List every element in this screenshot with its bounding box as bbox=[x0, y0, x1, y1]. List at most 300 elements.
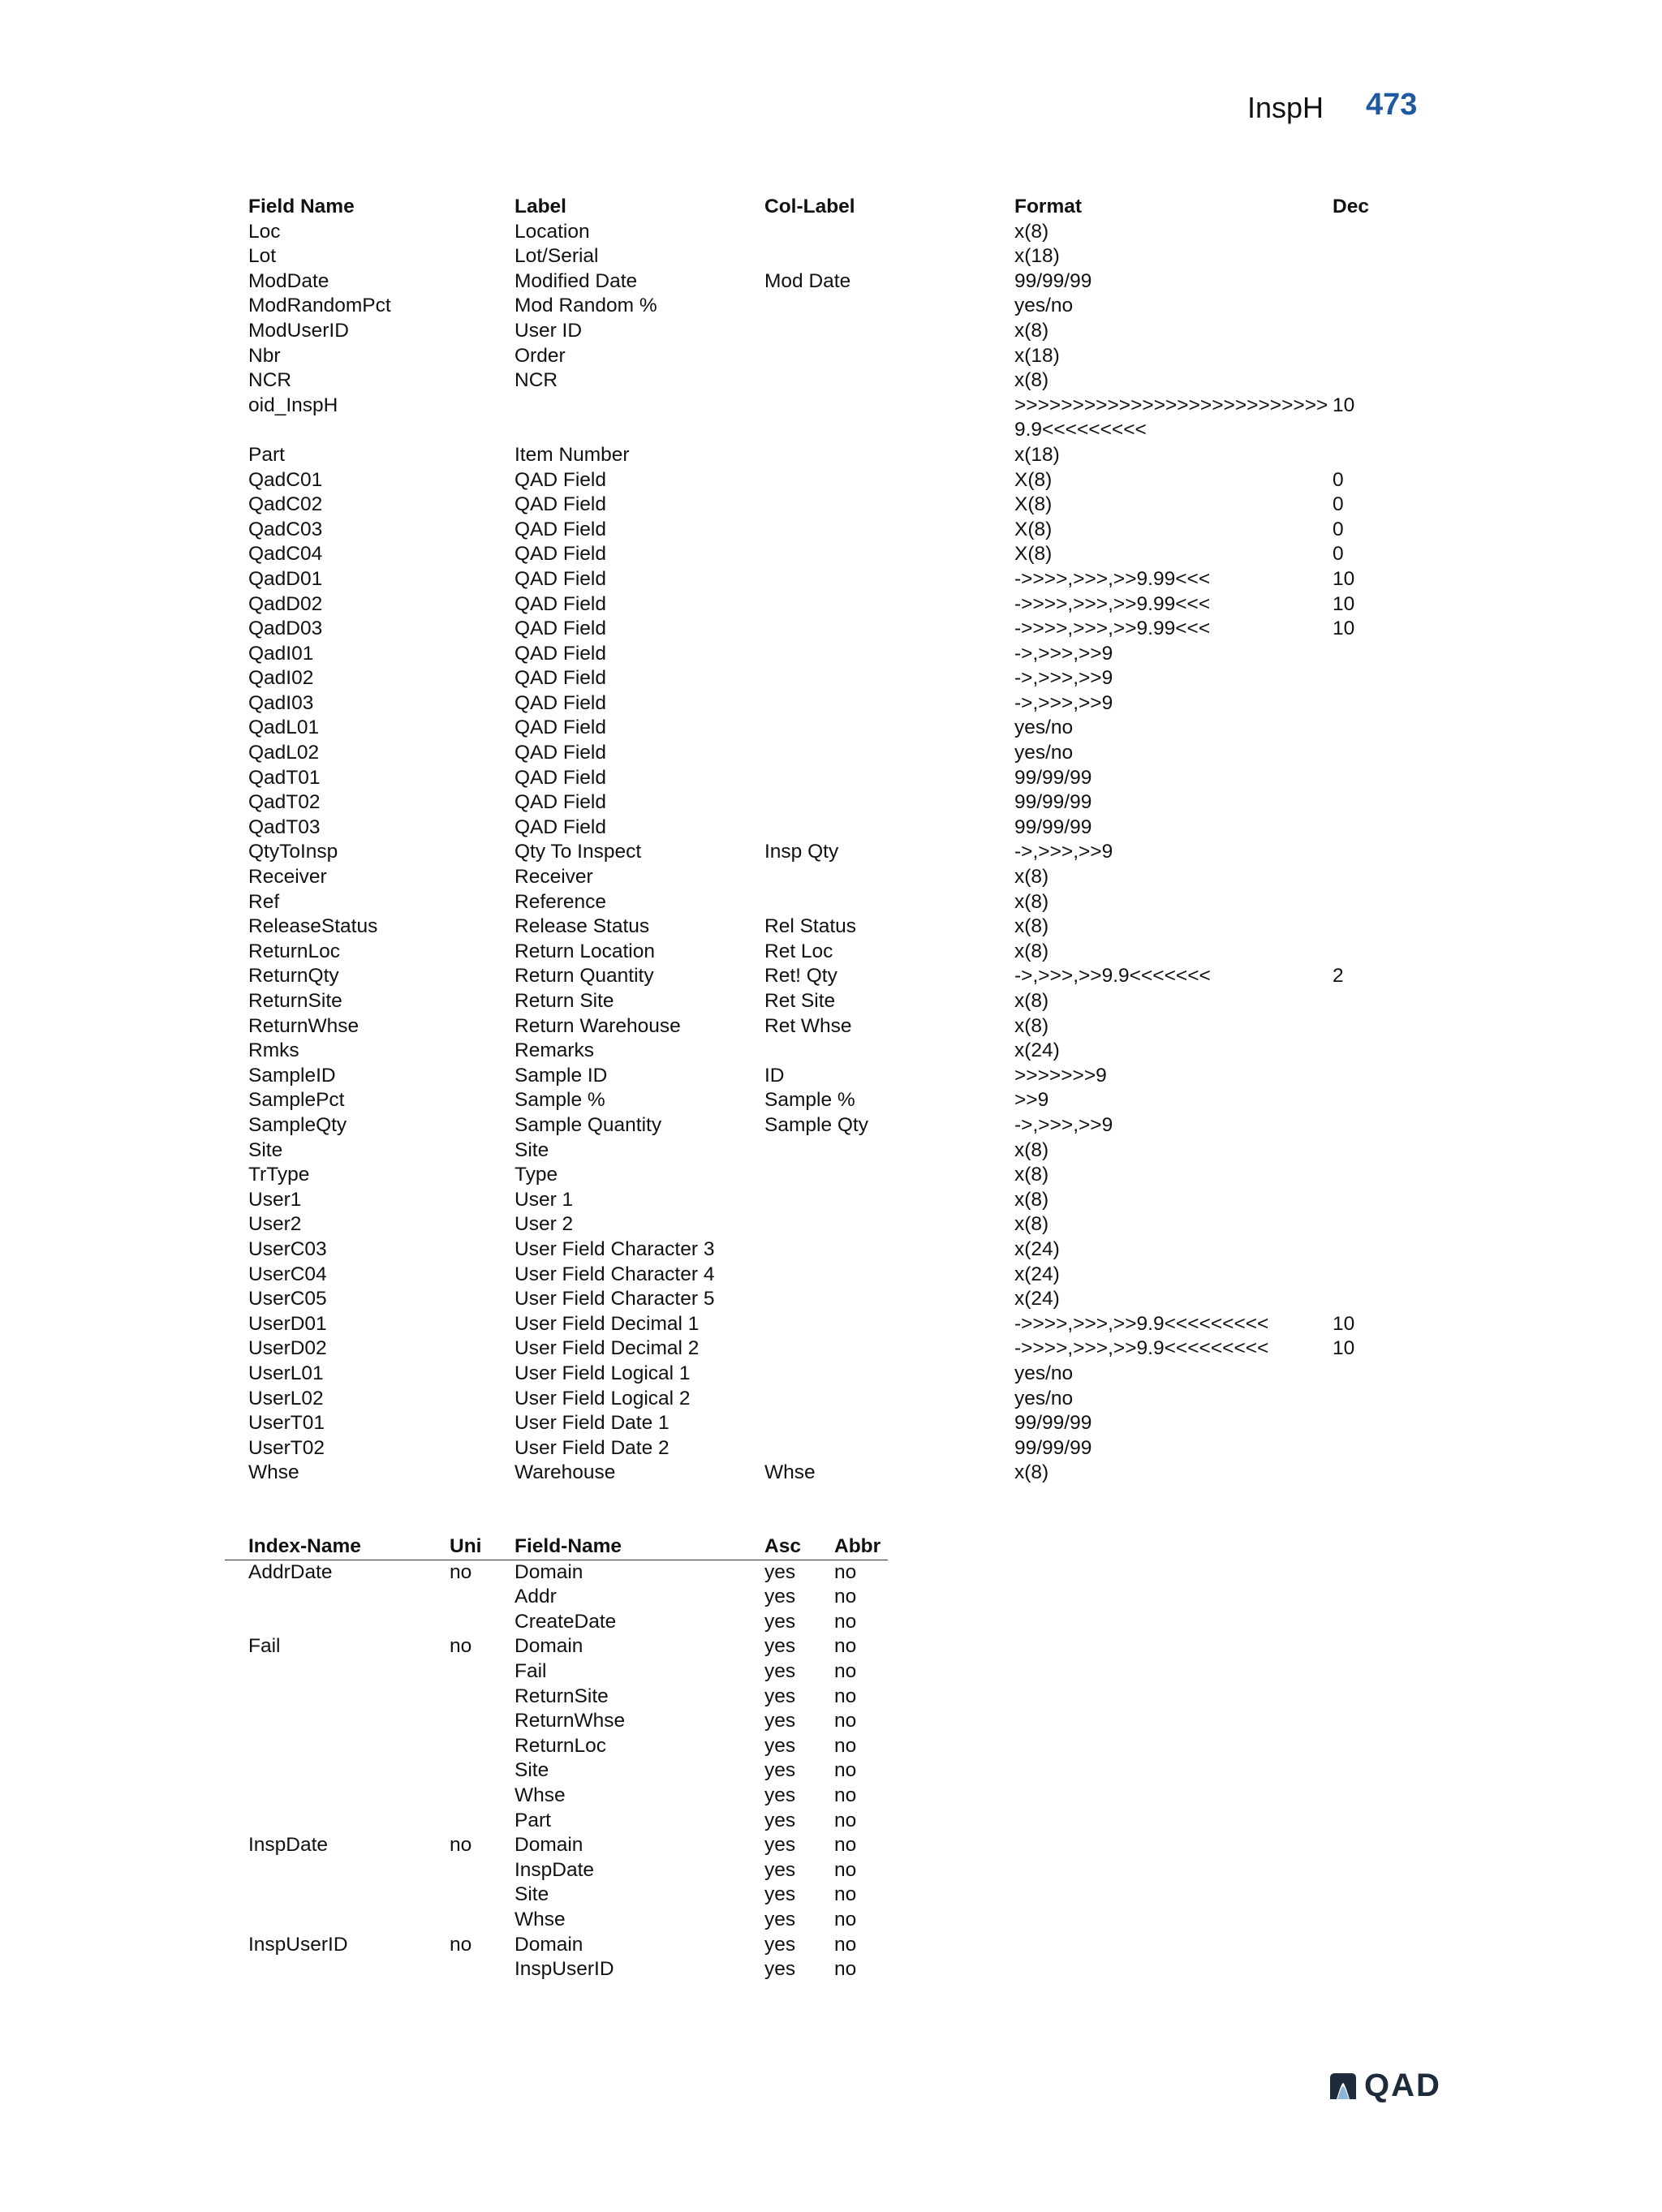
cell-dec bbox=[1333, 1436, 1397, 1461]
cell-dec bbox=[1333, 1163, 1397, 1188]
cell-index-name: AddrDate bbox=[248, 1560, 333, 1583]
table-row bbox=[248, 865, 1397, 890]
cell-col-label bbox=[764, 1188, 1014, 1213]
cell-label: QAD Field bbox=[515, 618, 607, 640]
index-table-header-row bbox=[225, 1534, 888, 1560]
index-row-indent bbox=[225, 1734, 248, 1759]
cell-dec bbox=[1333, 344, 1397, 369]
cell-dec bbox=[1333, 220, 1397, 245]
cell-label: QAD Field bbox=[515, 717, 607, 739]
table-row bbox=[248, 666, 1397, 691]
table-row bbox=[248, 617, 1397, 642]
cell-col-label bbox=[764, 542, 1014, 567]
cell-col-label bbox=[764, 666, 1014, 691]
table-row bbox=[248, 890, 1397, 915]
table-row bbox=[225, 1734, 888, 1759]
index-row-indent bbox=[225, 1809, 248, 1834]
cell-field-name: UserT01 bbox=[248, 1412, 325, 1435]
table-row bbox=[225, 1883, 888, 1908]
cell-col-label bbox=[764, 319, 1014, 344]
cell-field-name: UserC03 bbox=[248, 1237, 327, 1260]
cell-col-label: Rel Status bbox=[764, 915, 857, 938]
cell-dec bbox=[1333, 989, 1397, 1014]
cell-abbr: no bbox=[834, 1635, 857, 1658]
cell-dec bbox=[1333, 1138, 1397, 1164]
cell-col-label bbox=[764, 443, 1014, 468]
cell-label: Sample Quantity bbox=[515, 1113, 662, 1136]
cell-dec: 10 bbox=[1333, 618, 1355, 640]
cell-format: ->>>>,>>>,>>9.99<<< bbox=[1014, 592, 1211, 615]
table-row bbox=[248, 493, 1397, 518]
cell-format: x(8) bbox=[1014, 369, 1049, 392]
cell-format: x(18) bbox=[1014, 344, 1060, 367]
cell-field-name: Site bbox=[515, 1883, 549, 1906]
cell-index-name bbox=[248, 1883, 450, 1908]
cell-uni: no bbox=[450, 1834, 472, 1857]
cell-dec bbox=[1333, 1014, 1397, 1039]
cell-format: >>>>>>>>>>>>>>>>>>>>>>>>>>>9.9<<<<<<<<< bbox=[1014, 394, 1328, 441]
cell-col-label: ID bbox=[764, 1064, 785, 1087]
cell-col-label bbox=[764, 368, 1014, 394]
cell-label: QAD Field bbox=[515, 468, 607, 491]
cell-field-name: ReleaseStatus bbox=[248, 915, 378, 938]
table-row bbox=[248, 1014, 1397, 1039]
table-row bbox=[248, 716, 1397, 741]
cell-asc: yes bbox=[764, 1883, 796, 1906]
cell-field-name: oid_InspH bbox=[248, 394, 338, 416]
cell-col-label bbox=[764, 244, 1014, 269]
cell-dec bbox=[1333, 1237, 1397, 1263]
cell-abbr: no bbox=[834, 1809, 857, 1831]
column-header-format: Format bbox=[1014, 196, 1083, 217]
cell-asc: yes bbox=[764, 1635, 796, 1658]
cell-format: ->,>>>,>>9 bbox=[1014, 691, 1113, 714]
cell-field-name: ReturnWhse bbox=[248, 1014, 360, 1037]
cell-field-name: QadC01 bbox=[248, 468, 323, 491]
cell-uni bbox=[450, 1685, 515, 1710]
cell-index-name bbox=[248, 1734, 450, 1759]
table-row bbox=[248, 964, 1397, 989]
cell-dec: 2 bbox=[1333, 965, 1344, 988]
index-definitions-table bbox=[225, 1534, 888, 1982]
cell-dec bbox=[1333, 865, 1397, 890]
cell-dec bbox=[1333, 368, 1397, 394]
cell-index-name bbox=[248, 1610, 450, 1635]
table-row bbox=[248, 468, 1397, 493]
cell-dec bbox=[1333, 741, 1397, 766]
cell-label: Release Status bbox=[515, 915, 650, 938]
cell-col-label bbox=[764, 1411, 1014, 1436]
cell-field-name: Fail bbox=[515, 1659, 547, 1682]
cell-uni bbox=[450, 1957, 515, 1982]
cell-dec: 0 bbox=[1333, 518, 1344, 540]
table-row bbox=[248, 1436, 1397, 1461]
cell-field-name: ReturnLoc bbox=[248, 940, 341, 962]
cell-label: Qty To Inspect bbox=[515, 841, 642, 863]
cell-asc: yes bbox=[764, 1610, 796, 1633]
cell-asc: yes bbox=[764, 1560, 796, 1583]
cell-col-label bbox=[764, 816, 1014, 841]
table-row bbox=[248, 443, 1397, 468]
cell-asc: yes bbox=[764, 1685, 796, 1707]
cell-index-name bbox=[248, 1908, 450, 1933]
cell-format: x(8) bbox=[1014, 1138, 1049, 1161]
cell-col-label bbox=[764, 344, 1014, 369]
cell-field-name: ReturnSite bbox=[515, 1685, 609, 1707]
cell-label: User Field Decimal 2 bbox=[515, 1337, 700, 1360]
cell-dec bbox=[1333, 890, 1397, 915]
cell-field-name: NCR bbox=[248, 369, 292, 392]
cell-uni bbox=[450, 1809, 515, 1834]
cell-dec bbox=[1333, 1188, 1397, 1213]
cell-col-label bbox=[764, 1287, 1014, 1312]
cell-label: Receiver bbox=[515, 866, 593, 889]
cell-abbr: no bbox=[834, 1834, 857, 1857]
cell-label: User Field Character 4 bbox=[515, 1263, 715, 1285]
cell-col-label bbox=[764, 567, 1014, 592]
cell-field-name: Nbr bbox=[248, 344, 281, 367]
cell-dec bbox=[1333, 1387, 1397, 1412]
cell-label: User ID bbox=[515, 319, 583, 342]
index-row-indent bbox=[225, 1634, 248, 1659]
index-row-indent bbox=[225, 1957, 248, 1982]
cell-col-label: Ret! Qty bbox=[764, 965, 837, 988]
cell-label: User Field Decimal 1 bbox=[515, 1312, 700, 1335]
column-header-abbr: Abbr bbox=[834, 1534, 888, 1560]
table-row bbox=[248, 1088, 1397, 1113]
cell-label: NCR bbox=[515, 369, 558, 392]
table-row bbox=[248, 344, 1397, 369]
cell-dec bbox=[1333, 766, 1397, 791]
cell-dec: 10 bbox=[1333, 1312, 1355, 1335]
table-row bbox=[248, 1362, 1397, 1387]
cell-label: Return Site bbox=[515, 990, 614, 1012]
qad-logo bbox=[1327, 2068, 1441, 2104]
cell-col-label bbox=[764, 518, 1014, 543]
cell-field-name: QadT02 bbox=[248, 791, 321, 814]
cell-field-name: UserL01 bbox=[248, 1362, 324, 1384]
cell-format: >>9 bbox=[1014, 1089, 1049, 1112]
cell-dec bbox=[1333, 443, 1397, 468]
cell-field-name: QadC02 bbox=[248, 493, 323, 516]
column-header-asc: Asc bbox=[764, 1534, 834, 1560]
cell-format: x(8) bbox=[1014, 1188, 1049, 1211]
cell-format: x(24) bbox=[1014, 1288, 1060, 1310]
cell-dec bbox=[1333, 1088, 1397, 1113]
cell-index-name: Fail bbox=[248, 1635, 281, 1658]
cell-dec bbox=[1333, 642, 1397, 667]
cell-dec: 0 bbox=[1333, 543, 1344, 566]
table-row bbox=[248, 1188, 1397, 1213]
cell-field-name: ReturnQty bbox=[248, 965, 339, 988]
cell-format: 99/99/99 bbox=[1014, 1436, 1092, 1459]
cell-abbr: no bbox=[834, 1560, 857, 1583]
cell-dec bbox=[1333, 1212, 1397, 1237]
cell-field-name: SampleQty bbox=[248, 1113, 347, 1136]
cell-field-name: Whse bbox=[248, 1461, 299, 1484]
cell-format: 99/99/99 bbox=[1014, 766, 1092, 789]
cell-col-label bbox=[764, 394, 1014, 443]
cell-col-label bbox=[764, 1263, 1014, 1288]
cell-format: x(24) bbox=[1014, 1039, 1060, 1062]
cell-field-name: QadD03 bbox=[248, 618, 323, 640]
cell-asc: yes bbox=[764, 1809, 796, 1831]
cell-label: User Field Character 5 bbox=[515, 1288, 715, 1310]
cell-format: X(8) bbox=[1014, 493, 1053, 516]
cell-format: x(8) bbox=[1014, 990, 1049, 1012]
cell-col-label bbox=[764, 493, 1014, 518]
cell-index-name bbox=[248, 1784, 450, 1809]
cell-field-name: SampleID bbox=[248, 1064, 336, 1087]
table-row bbox=[248, 1263, 1397, 1288]
cell-format: yes/no bbox=[1014, 295, 1074, 317]
cell-col-label bbox=[764, 890, 1014, 915]
cell-dec bbox=[1333, 244, 1397, 269]
table-row bbox=[248, 1163, 1397, 1188]
column-header-label: Label bbox=[515, 196, 566, 217]
cell-format: 99/99/99 bbox=[1014, 816, 1092, 838]
table-row bbox=[248, 741, 1397, 766]
cell-field-name: ModDate bbox=[248, 269, 329, 292]
cell-abbr: no bbox=[834, 1586, 857, 1608]
cell-field-name: ReturnLoc bbox=[515, 1734, 607, 1757]
qad-logo-icon bbox=[1327, 2072, 1359, 2101]
table-row bbox=[248, 1212, 1397, 1237]
cell-abbr: no bbox=[834, 1883, 857, 1906]
cell-uni: no bbox=[450, 1560, 472, 1583]
table-row bbox=[225, 1957, 888, 1982]
cell-label: QAD Field bbox=[515, 691, 607, 714]
column-header-index-name: Index-Name bbox=[248, 1534, 450, 1560]
table-row bbox=[248, 518, 1397, 543]
cell-col-label bbox=[764, 294, 1014, 319]
cell-uni bbox=[450, 1784, 515, 1809]
index-row-indent bbox=[225, 1758, 248, 1784]
table-row bbox=[225, 1809, 888, 1834]
cell-dec bbox=[1333, 691, 1397, 717]
cell-label: Site bbox=[515, 1138, 549, 1161]
index-row-indent bbox=[225, 1685, 248, 1710]
cell-field-name: QadD01 bbox=[248, 567, 323, 590]
cell-dec: 10 bbox=[1333, 592, 1355, 615]
cell-label: Mod Random % bbox=[515, 295, 657, 317]
cell-dec bbox=[1333, 319, 1397, 344]
cell-field-name: ModRandomPct bbox=[248, 295, 391, 317]
cell-format: x(8) bbox=[1014, 890, 1049, 913]
cell-uni bbox=[450, 1758, 515, 1784]
cell-col-label bbox=[764, 1362, 1014, 1387]
cell-col-label bbox=[764, 617, 1014, 642]
cell-asc: yes bbox=[764, 1908, 796, 1930]
cell-label: QAD Field bbox=[515, 766, 607, 789]
field-definitions-table bbox=[248, 195, 1397, 1486]
cell-col-label bbox=[764, 716, 1014, 741]
cell-col-label bbox=[764, 220, 1014, 245]
cell-field-name: Domain bbox=[515, 1933, 583, 1956]
cell-uni bbox=[450, 1659, 515, 1685]
cell-format: >>>>>>>9 bbox=[1014, 1064, 1107, 1087]
cell-field-name: Rmks bbox=[248, 1039, 299, 1062]
index-row-indent bbox=[225, 1560, 248, 1585]
cell-field-name: Site bbox=[515, 1759, 549, 1782]
cell-abbr: no bbox=[834, 1908, 857, 1930]
cell-dec bbox=[1333, 1064, 1397, 1089]
table-row bbox=[248, 394, 1397, 443]
cell-format: x(8) bbox=[1014, 1014, 1049, 1037]
cell-field-name: UserC04 bbox=[248, 1263, 327, 1285]
cell-col-label: Whse bbox=[764, 1461, 816, 1484]
cell-field-name: InspUserID bbox=[515, 1958, 614, 1981]
cell-abbr: no bbox=[834, 1759, 857, 1782]
table-row bbox=[225, 1634, 888, 1659]
table-row bbox=[248, 1312, 1397, 1337]
cell-dec bbox=[1333, 1113, 1397, 1138]
cell-asc: yes bbox=[764, 1958, 796, 1981]
table-row bbox=[248, 1387, 1397, 1412]
cell-dec bbox=[1333, 940, 1397, 965]
cell-index-name bbox=[248, 1957, 450, 1982]
cell-format: yes/no bbox=[1014, 1362, 1074, 1384]
cell-label: Reference bbox=[515, 890, 607, 913]
cell-col-label bbox=[764, 1212, 1014, 1237]
cell-label: Item Number bbox=[515, 443, 630, 466]
table-row bbox=[248, 368, 1397, 394]
cell-label: Sample % bbox=[515, 1089, 605, 1112]
cell-abbr: no bbox=[834, 1784, 857, 1806]
cell-index-name bbox=[248, 1585, 450, 1610]
table-row bbox=[248, 269, 1397, 295]
cell-dec: 10 bbox=[1333, 567, 1355, 590]
cell-col-label bbox=[764, 790, 1014, 816]
table-row bbox=[248, 840, 1397, 865]
cell-field-name: Ref bbox=[248, 890, 280, 913]
cell-format: yes/no bbox=[1014, 742, 1074, 764]
table-row bbox=[248, 244, 1397, 269]
cell-abbr: no bbox=[834, 1958, 857, 1981]
table-row bbox=[248, 1064, 1397, 1089]
field-table-header-row bbox=[248, 195, 1397, 220]
cell-label: QAD Field bbox=[515, 816, 607, 838]
index-row-indent bbox=[225, 1585, 248, 1610]
cell-field-name: User2 bbox=[248, 1213, 302, 1236]
cell-format: yes/no bbox=[1014, 1387, 1074, 1409]
cell-uni: no bbox=[450, 1635, 472, 1658]
cell-uni bbox=[450, 1585, 515, 1610]
table-row bbox=[248, 642, 1397, 667]
cell-format: x(18) bbox=[1014, 443, 1060, 466]
index-table-body bbox=[225, 1560, 888, 1982]
cell-format: x(24) bbox=[1014, 1237, 1060, 1260]
table-row bbox=[248, 1039, 1397, 1064]
cell-field-name: QadT03 bbox=[248, 816, 321, 838]
cell-field-name: Domain bbox=[515, 1635, 583, 1658]
cell-label: QAD Field bbox=[515, 642, 607, 665]
cell-abbr: no bbox=[834, 1659, 857, 1682]
cell-dec: 0 bbox=[1333, 493, 1344, 516]
index-row-indent bbox=[225, 1933, 248, 1958]
index-row-indent bbox=[225, 1908, 248, 1933]
cell-index-name: InspDate bbox=[248, 1834, 329, 1857]
cell-format: ->,>>>,>>9 bbox=[1014, 642, 1113, 665]
cell-field-name: InspDate bbox=[515, 1858, 595, 1881]
cell-col-label bbox=[764, 691, 1014, 717]
cell-asc: yes bbox=[764, 1734, 796, 1757]
cell-field-name: ReturnWhse bbox=[515, 1710, 626, 1732]
table-row bbox=[248, 940, 1397, 965]
table-row bbox=[225, 1833, 888, 1858]
cell-label: User Field Logical 2 bbox=[515, 1387, 691, 1409]
cell-label: QAD Field bbox=[515, 791, 607, 814]
index-row-indent bbox=[225, 1610, 248, 1635]
cell-field-name: QadI02 bbox=[248, 667, 314, 690]
cell-format: x(8) bbox=[1014, 1213, 1049, 1236]
cell-format: 99/99/99 bbox=[1014, 1412, 1092, 1435]
table-row bbox=[225, 1784, 888, 1809]
cell-asc: yes bbox=[764, 1834, 796, 1857]
cell-field-name: QadL01 bbox=[248, 717, 320, 739]
page-header-title: InspH bbox=[1247, 91, 1324, 124]
table-row bbox=[225, 1709, 888, 1734]
cell-index-name: InspUserID bbox=[248, 1933, 348, 1956]
cell-col-label bbox=[764, 468, 1014, 493]
column-header-field-name: Field-Name bbox=[515, 1534, 764, 1560]
cell-col-label bbox=[764, 1336, 1014, 1362]
table-row bbox=[225, 1758, 888, 1784]
cell-col-label: Insp Qty bbox=[764, 841, 839, 863]
cell-format: X(8) bbox=[1014, 518, 1053, 540]
table-row bbox=[225, 1908, 888, 1933]
cell-format: ->,>>>,>>9.9<<<<<<< bbox=[1014, 965, 1211, 988]
cell-format: ->,>>>,>>9 bbox=[1014, 1113, 1113, 1136]
cell-format: ->,>>>,>>9 bbox=[1014, 841, 1113, 863]
cell-uni bbox=[450, 1610, 515, 1635]
cell-label: User Field Date 1 bbox=[515, 1412, 670, 1435]
column-header-col-label: Col-Label bbox=[764, 196, 855, 217]
table-row bbox=[225, 1685, 888, 1710]
cell-dec bbox=[1333, 816, 1397, 841]
cell-field-name: UserD02 bbox=[248, 1337, 327, 1360]
cell-field-name: QadC03 bbox=[248, 518, 323, 540]
cell-field-name: QadI03 bbox=[248, 691, 314, 714]
cell-col-label: Mod Date bbox=[764, 269, 851, 292]
cell-label: Return Warehouse bbox=[515, 1014, 681, 1037]
table-row bbox=[248, 542, 1397, 567]
cell-field-name: Addr bbox=[515, 1586, 557, 1608]
table-row bbox=[248, 294, 1397, 319]
cell-label: Type bbox=[515, 1164, 558, 1186]
table-row bbox=[248, 989, 1397, 1014]
cell-field-name: UserT02 bbox=[248, 1436, 325, 1459]
cell-dec: 10 bbox=[1333, 394, 1355, 416]
cell-abbr: no bbox=[834, 1734, 857, 1757]
table-row bbox=[248, 816, 1397, 841]
cell-label: Sample ID bbox=[515, 1064, 608, 1087]
cell-format: ->>>>,>>>,>>9.99<<< bbox=[1014, 618, 1211, 640]
cell-abbr: no bbox=[834, 1858, 857, 1881]
cell-format: x(8) bbox=[1014, 915, 1049, 938]
cell-dec: 10 bbox=[1333, 1337, 1355, 1360]
table-row bbox=[248, 319, 1397, 344]
cell-uni bbox=[450, 1858, 515, 1883]
cell-index-name bbox=[248, 1809, 450, 1834]
cell-label: Warehouse bbox=[515, 1461, 616, 1484]
cell-dec bbox=[1333, 716, 1397, 741]
table-row bbox=[248, 1237, 1397, 1263]
cell-format: yes/no bbox=[1014, 717, 1074, 739]
cell-format: ->>>>,>>>,>>9.99<<< bbox=[1014, 567, 1211, 590]
cell-format: ->>>>,>>>,>>9.9<<<<<<<<< bbox=[1014, 1312, 1269, 1335]
cell-dec bbox=[1333, 1362, 1397, 1387]
